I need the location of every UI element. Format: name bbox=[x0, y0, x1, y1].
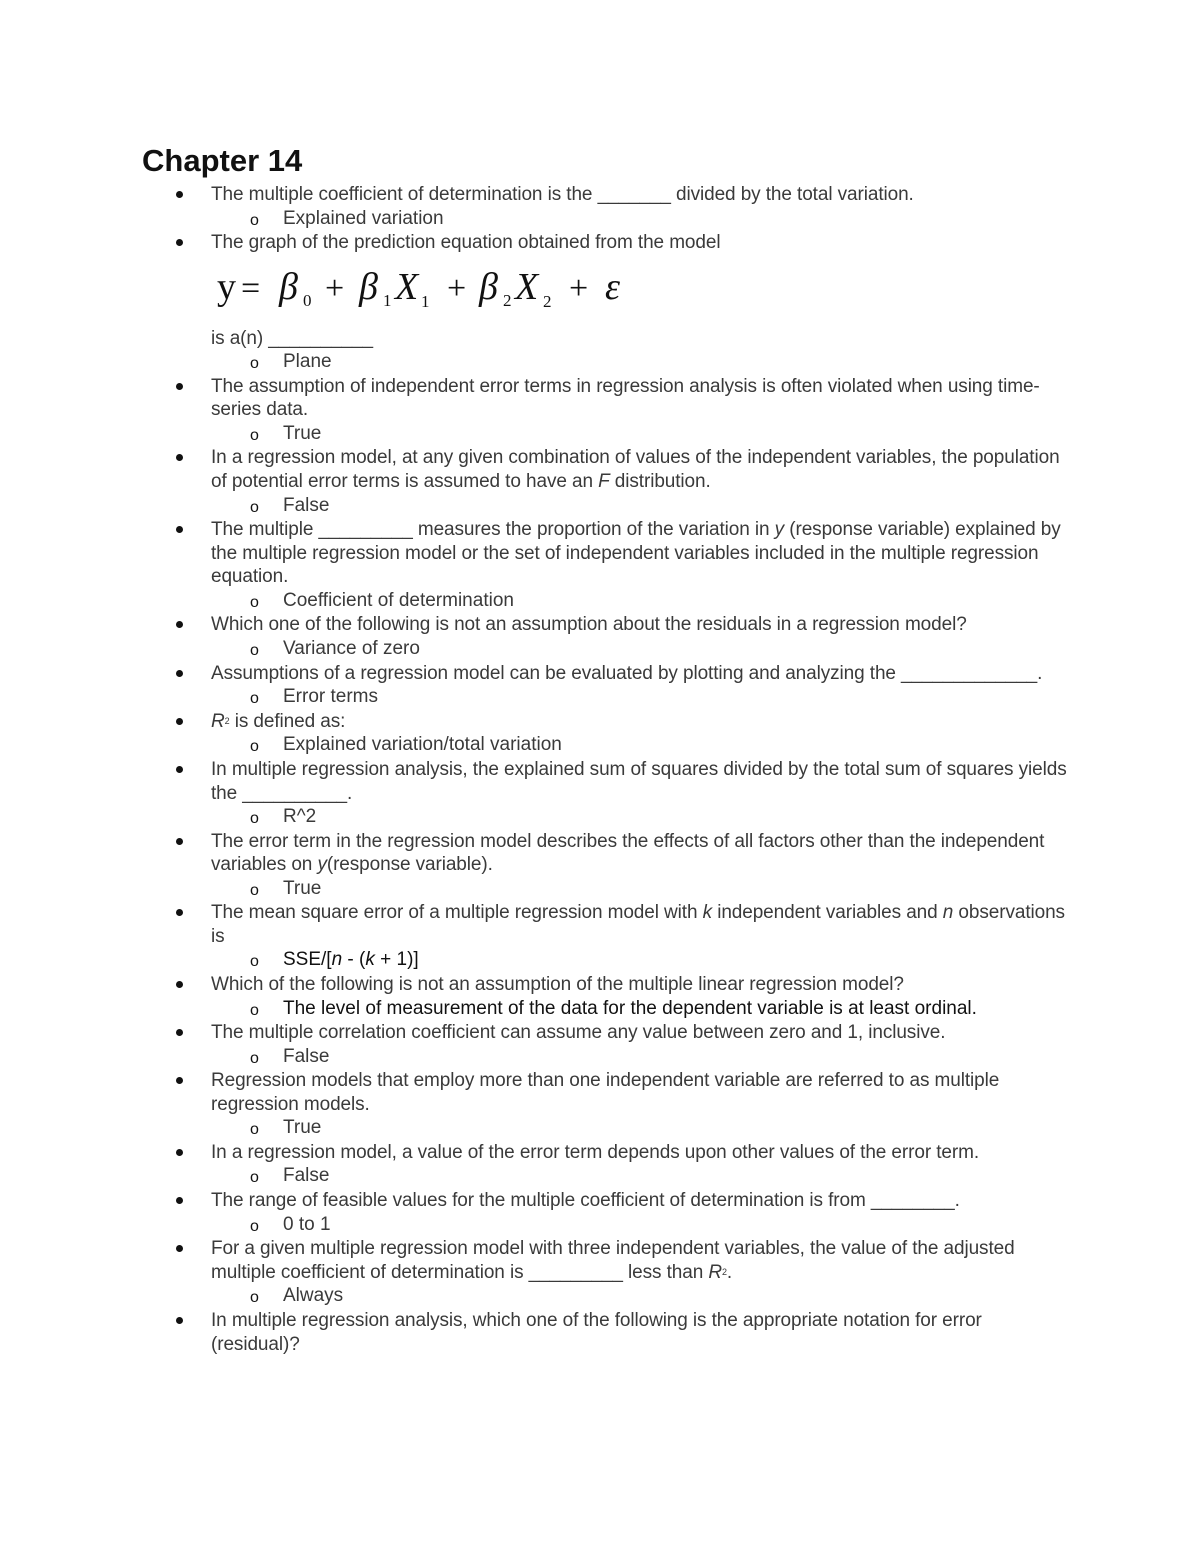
answer-item bbox=[0, 877, 1200, 902]
answer-text: Explained variation bbox=[283, 207, 444, 229]
list-item bbox=[0, 1021, 1200, 1045]
answer-item bbox=[0, 1164, 1200, 1189]
list-item bbox=[0, 758, 1200, 805]
question-text: For a given multiple regression model with three independent variables, the value of the adjusted multiple coefficient of determination is _________ less than R2. bbox=[211, 1238, 1015, 1283]
answer-item bbox=[0, 494, 1200, 519]
answer-item bbox=[0, 733, 1200, 758]
question-text: The multiple _________ measures the proportion of the variation in y (response variable) explained by the multiple regression model or the set of independent variables included in the multiple regression equation. bbox=[211, 519, 1061, 588]
formula-epsilon: ε bbox=[605, 265, 620, 308]
formula-plus1: + bbox=[325, 269, 345, 307]
list-item bbox=[0, 710, 1200, 734]
formula-plus2: + bbox=[447, 269, 467, 307]
answer-text: True bbox=[283, 422, 322, 444]
circle-bullet-icon: o bbox=[250, 355, 259, 373]
question-text: Which of the following is not an assumption of the multiple linear regression model? bbox=[211, 973, 904, 995]
question-text: The mean square error of a multiple regression model with k independent variables and n observations is bbox=[211, 902, 1065, 947]
circle-bullet-icon: o bbox=[250, 1169, 259, 1187]
question-text: Regression models that employ more than one independent variable are referred to as multiple regression models. bbox=[211, 1070, 1000, 1115]
answer-text: Variance of zero bbox=[283, 638, 420, 660]
list-item bbox=[0, 973, 1200, 997]
bullet-icon bbox=[176, 1149, 183, 1156]
chapter-title: Chapter 14 bbox=[142, 143, 303, 178]
circle-bullet-icon: o bbox=[250, 738, 259, 756]
answer-text: Explained variation/total variation bbox=[283, 734, 562, 756]
answer-item bbox=[0, 997, 1200, 1022]
bullet-icon bbox=[176, 1245, 183, 1252]
question-text: Which one of the following is not an assumption about the residuals in a regression model? bbox=[211, 614, 967, 636]
formula-y: y bbox=[217, 265, 236, 308]
bullet-icon bbox=[176, 383, 183, 390]
formula-x1: X bbox=[395, 265, 419, 308]
formula-x-sub2: 2 bbox=[543, 291, 552, 311]
bullet-icon bbox=[176, 1317, 183, 1324]
answer-text: True bbox=[283, 877, 322, 899]
answer-text: R^2 bbox=[283, 806, 317, 828]
bullet-icon bbox=[176, 718, 183, 725]
question-text: In multiple regression analysis, which one of the following is the appropriate notation for error (residual)? bbox=[211, 1309, 982, 1355]
list-item bbox=[0, 662, 1200, 686]
answer-item bbox=[0, 1116, 1200, 1141]
answer-text: False bbox=[283, 494, 330, 516]
list-item bbox=[0, 613, 1200, 637]
circle-bullet-icon: o bbox=[250, 426, 259, 444]
bullet-icon bbox=[176, 191, 183, 198]
circle-bullet-icon: o bbox=[250, 1001, 259, 1019]
bullet-icon bbox=[176, 766, 183, 773]
answer-item bbox=[0, 1045, 1200, 1070]
list-item bbox=[0, 446, 1200, 493]
bullet-icon bbox=[176, 670, 183, 677]
list-item bbox=[0, 1189, 1200, 1213]
answer-text: False bbox=[283, 1165, 330, 1187]
formula-beta2: β bbox=[479, 265, 498, 308]
answer-item bbox=[0, 637, 1200, 662]
bullet-icon bbox=[176, 239, 183, 246]
list-item bbox=[0, 901, 1200, 948]
circle-bullet-icon: o bbox=[250, 498, 259, 516]
circle-bullet-icon: o bbox=[250, 690, 259, 708]
circle-bullet-icon: o bbox=[250, 953, 259, 971]
bullet-icon bbox=[176, 981, 183, 988]
question-text: The graph of the prediction equation obtained from the model bbox=[211, 232, 721, 254]
question-list bbox=[0, 183, 1200, 1356]
bullet-icon bbox=[176, 454, 183, 461]
regression-formula bbox=[213, 261, 653, 317]
question-text: In a regression model, a value of the error term depends upon other values of the error term. bbox=[211, 1141, 980, 1163]
answer-text: Always bbox=[283, 1285, 344, 1307]
answer-text: Error terms bbox=[283, 686, 378, 708]
formula-sub0: 0 bbox=[303, 290, 312, 310]
answer-text: 0 to 1 bbox=[283, 1213, 331, 1235]
answer-text: SSE/[n - (k + 1)] bbox=[283, 949, 419, 971]
answer-text: False bbox=[283, 1045, 330, 1067]
answer-item bbox=[0, 589, 1200, 614]
question-text: R2 is defined as: bbox=[211, 710, 346, 732]
question-text: In a regression model, at any given combination of values of the independent variables, the population of potential error terms is assumed to have an F distribution. bbox=[211, 447, 1060, 493]
circle-bullet-icon: o bbox=[250, 1289, 259, 1307]
list-item bbox=[0, 183, 1200, 207]
circle-bullet-icon: o bbox=[250, 593, 259, 611]
circle-bullet-icon: o bbox=[250, 881, 259, 899]
answer-item bbox=[0, 805, 1200, 830]
answer-item bbox=[0, 948, 1200, 973]
answer-text: The level of measurement of the data for the dependent variable is at least ordinal. bbox=[283, 997, 977, 1019]
formula-beta1: β bbox=[359, 265, 378, 308]
answer-item bbox=[0, 350, 1200, 375]
list-item bbox=[0, 1141, 1200, 1165]
list-item bbox=[0, 1069, 1200, 1116]
question-text: Assumptions of a regression model can be evaluated by plotting and analyzing the _____________. bbox=[211, 662, 1043, 684]
list-item bbox=[0, 518, 1200, 589]
answer-text: Coefficient of determination bbox=[283, 589, 514, 611]
formula-equals: = bbox=[241, 269, 261, 307]
circle-bullet-icon: o bbox=[250, 211, 259, 229]
formula-sub1: 1 bbox=[383, 290, 392, 310]
bullet-icon bbox=[176, 1197, 183, 1204]
answer-item bbox=[0, 207, 1200, 232]
answer-item bbox=[0, 422, 1200, 447]
list-item bbox=[0, 1309, 1200, 1356]
bullet-icon bbox=[176, 1077, 183, 1084]
bullet-icon bbox=[176, 526, 183, 533]
answer-item bbox=[0, 1284, 1200, 1309]
question-text: In multiple regression analysis, the explained sum of squares divided by the total sum of squares yields the __________. bbox=[211, 758, 1067, 804]
list-item bbox=[0, 231, 1200, 350]
question-text: The error term in the regression model describes the effects of all factors other than the independent variables on y(response variable). bbox=[211, 830, 1045, 876]
answer-text: Plane bbox=[283, 351, 332, 373]
circle-bullet-icon: o bbox=[250, 1217, 259, 1235]
list-item bbox=[0, 1237, 1200, 1284]
answer-item bbox=[0, 1213, 1200, 1238]
circle-bullet-icon: o bbox=[250, 1049, 259, 1067]
formula-x2: X bbox=[515, 265, 539, 308]
bullet-icon bbox=[176, 1029, 183, 1036]
bullet-icon bbox=[176, 838, 183, 845]
question-text: The multiple coefficient of determination is the _______ divided by the total variation. bbox=[211, 184, 914, 205]
question-text-continued: is a(n) __________ bbox=[211, 327, 373, 349]
circle-bullet-icon: o bbox=[250, 642, 259, 660]
question-text: The multiple correlation coefficient can assume any value between zero and 1, inclusive. bbox=[211, 1022, 946, 1044]
question-text: The assumption of independent error terms in regression analysis is often violated when using time-series data. bbox=[211, 375, 1040, 421]
question-text: The range of feasible values for the multiple coefficient of determination is from ________. bbox=[211, 1189, 960, 1211]
answer-text: True bbox=[283, 1117, 322, 1139]
list-item bbox=[0, 375, 1200, 422]
bullet-icon bbox=[176, 909, 183, 916]
bullet-icon bbox=[176, 621, 183, 628]
circle-bullet-icon: o bbox=[250, 1121, 259, 1139]
formula-plus3: + bbox=[569, 269, 589, 307]
answer-item bbox=[0, 685, 1200, 710]
list-item bbox=[0, 830, 1200, 877]
formula-beta0: β bbox=[279, 265, 298, 308]
formula-x-sub1: 1 bbox=[421, 291, 430, 311]
formula-sub2: 2 bbox=[503, 290, 512, 310]
circle-bullet-icon: o bbox=[250, 810, 259, 828]
